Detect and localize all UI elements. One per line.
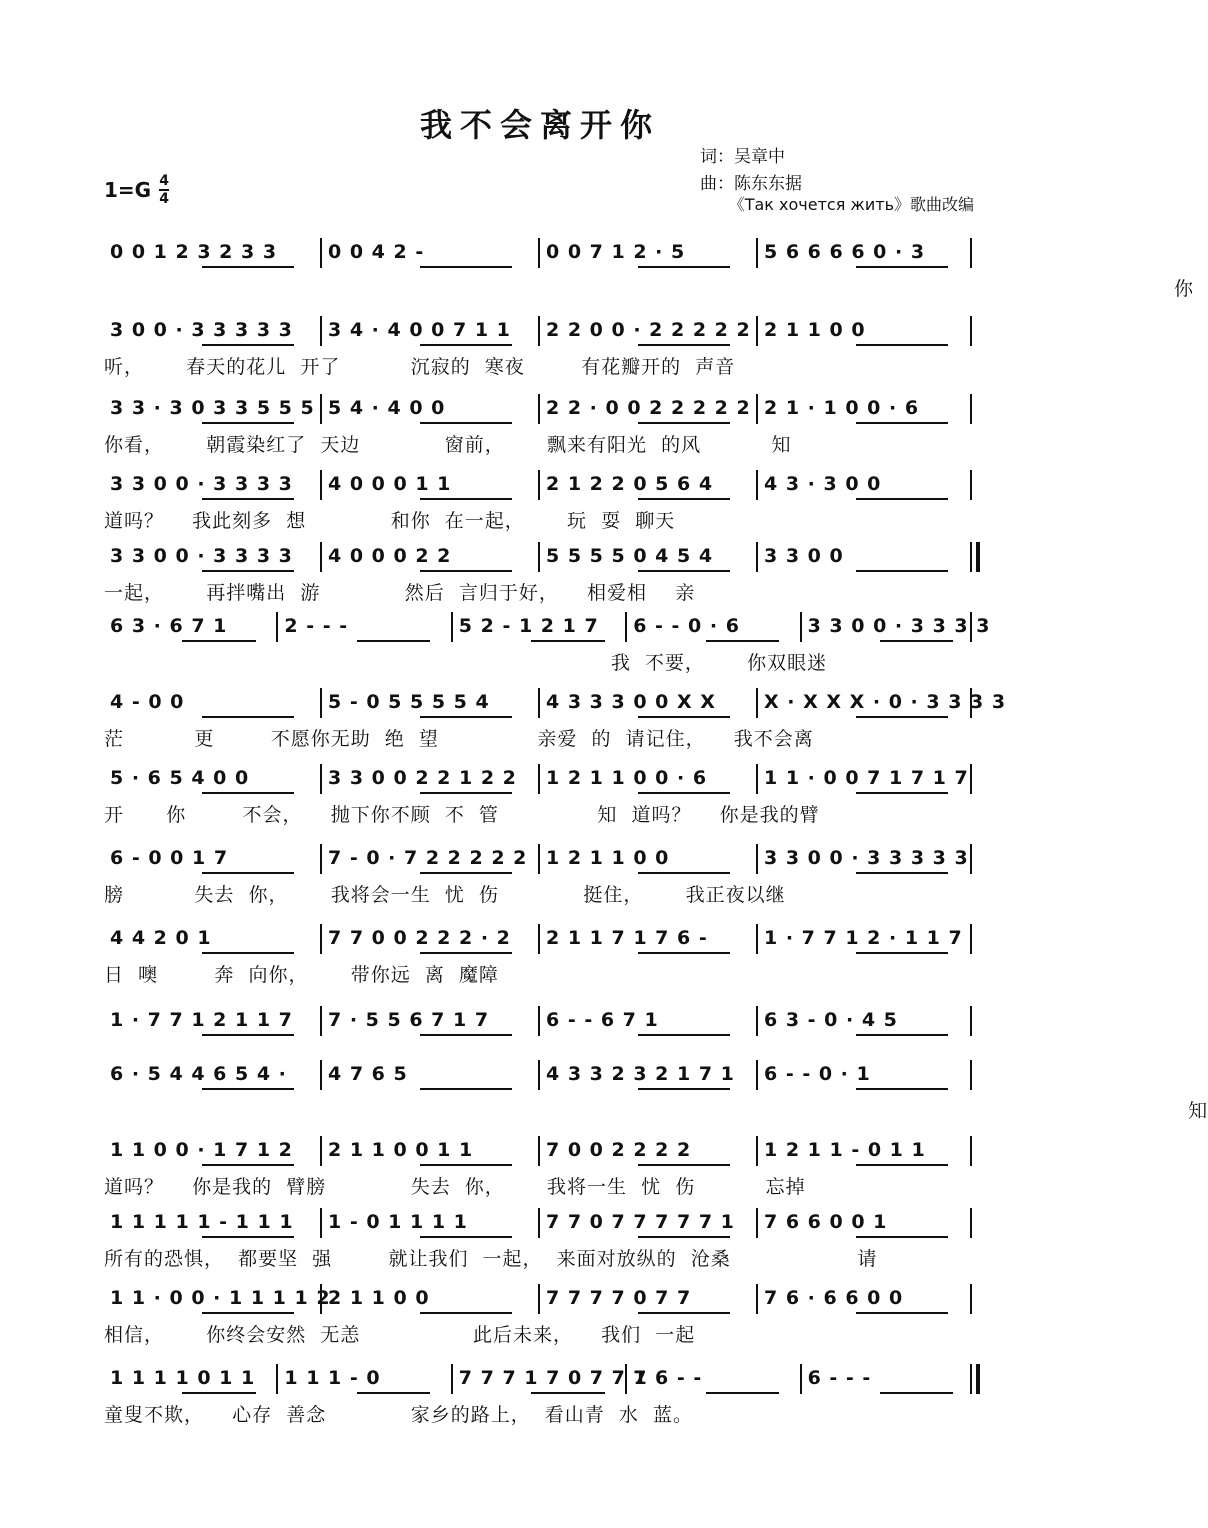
lyric-text: 一起， 再拌嘴出 游 然后 言归于好， 相爱相 亲 (104, 582, 696, 604)
measure: 1 2 1 1 - 0 1 1 (764, 1139, 926, 1161)
measure: 7 - 0 · 7 2 2 2 2 2 (328, 847, 528, 869)
beam (638, 792, 730, 794)
beam (420, 1164, 512, 1166)
score-system (104, 1134, 976, 1202)
beam (638, 570, 730, 572)
barline (970, 470, 972, 500)
beam (202, 1088, 294, 1090)
beam (856, 422, 948, 424)
composer-credit: 曲：陈东东据 (700, 174, 802, 194)
beam (856, 498, 948, 500)
measure: 7 6 6 0 0 1 (764, 1211, 888, 1233)
beam (638, 1236, 730, 1238)
barline (970, 394, 972, 424)
measure: 1 1 · 0 0 7 1 7 1 7 (764, 767, 969, 789)
beam (357, 1392, 430, 1394)
beam (856, 344, 948, 346)
measure: 7 7 7 1 7 0 7 7 1 (458, 1367, 648, 1389)
measure: 4 3 · 3 0 0 (764, 473, 882, 495)
beam (856, 872, 948, 874)
beam (420, 1236, 512, 1238)
measure: 3 3 0 0 2 2 1 2 2 (328, 767, 517, 789)
measure: 6 · 5 4 4 6 5 4 · (110, 1063, 287, 1085)
beam (638, 872, 730, 874)
score-system (104, 1362, 976, 1430)
beam (856, 1312, 948, 1314)
measure: 2 1 1 0 0 (764, 319, 866, 341)
measure: 1 2 1 1 0 0 (546, 847, 670, 869)
notation-line (104, 540, 976, 572)
measure: 1 2 1 1 0 0 · 6 (546, 767, 708, 789)
barline (970, 1136, 972, 1166)
barline (970, 1284, 972, 1314)
notation-line (104, 1058, 976, 1090)
barline (970, 542, 980, 572)
notation-line (104, 468, 976, 500)
beam (706, 1392, 779, 1394)
measure: 3 3 0 0 · 3 3 3 3 (110, 545, 293, 567)
notation-line (104, 1134, 976, 1166)
beam (638, 1312, 730, 1314)
notation-line (104, 1282, 976, 1314)
beam (856, 1088, 948, 1090)
barline (970, 764, 972, 794)
beam (202, 716, 294, 718)
measure: 1 · 7 7 1 2 1 1 7 (110, 1009, 293, 1031)
score-system (104, 236, 1195, 304)
measure: 2 2 0 0 · 2 2 2 2 2 (546, 319, 751, 341)
lyric-text: 日 噢 奔 向你， 带你远 离 魔障 (104, 964, 499, 986)
barline (970, 688, 972, 718)
beam (420, 1088, 512, 1090)
beam (202, 498, 294, 500)
score-system (104, 610, 991, 678)
adaptation-credit: 《Так хочется жить》歌曲改编 (728, 195, 974, 214)
time-signature (159, 174, 169, 206)
measure: 3 3 0 0 (764, 545, 844, 567)
measure: 1 1 1 1 0 1 1 (110, 1367, 256, 1389)
measure: 1 1 · 0 0 · 1 1 1 1 2 (110, 1287, 331, 1309)
beam (420, 266, 512, 268)
lyric-text: 童叟不欺， 心存 善念 家乡的路上， 看山青 水 蓝。 (104, 1404, 693, 1426)
beam (531, 1392, 604, 1394)
credits (700, 144, 802, 198)
beam (856, 570, 948, 572)
measure: 7 7 7 7 0 7 7 (546, 1287, 692, 1309)
measure: 6 - - 0 · 1 (764, 1063, 871, 1085)
score-system (104, 922, 976, 990)
measure: 3 3 · 3 0 3 3 5 5 5 (110, 397, 315, 419)
measure: 7 0 0 2 2 2 2 (546, 1139, 692, 1161)
score-system (104, 1058, 1208, 1126)
beam (638, 344, 730, 346)
measure: 4 7 6 5 (328, 1063, 408, 1085)
key-signature (104, 174, 169, 206)
beam (420, 344, 512, 346)
beam (202, 1164, 294, 1166)
measure: 2 1 1 7 1 7 6 - (546, 927, 708, 949)
measure: 4 3 3 2 3 2 1 7 1 (546, 1063, 735, 1085)
beam (638, 498, 730, 500)
score-system (104, 468, 976, 536)
lyric-text: 膀 失去 你， 我将会一生 忧 伤 挺住， 我正夜以继 (104, 884, 786, 906)
key-label: 1=G (104, 178, 152, 202)
lyric-text: 我 不要， 你双眼迷 (104, 652, 828, 674)
lyricist-credit: 词：吴章中 (700, 147, 785, 167)
measure: 1 1 0 0 · 1 7 1 2 (110, 1139, 293, 1161)
beam (856, 952, 948, 954)
measure: 7 · 5 5 6 7 1 7 (328, 1009, 490, 1031)
measure: 0 0 4 2 - (328, 241, 425, 263)
score-system (104, 392, 976, 460)
beam (202, 344, 294, 346)
time-signature-top: 4 (159, 173, 169, 189)
barline (970, 1208, 972, 1238)
measure: 4 0 0 0 2 2 (328, 545, 452, 567)
beam (420, 498, 512, 500)
beam (420, 570, 512, 572)
lyric-text: 开 你 不会， 抛下你不顾 不 管 知 道吗？ 你是我的臂 (104, 804, 820, 826)
barline (970, 238, 972, 268)
measure: 3 0 0 · 3 3 3 3 3 (110, 319, 293, 341)
beam (638, 952, 730, 954)
score-system (104, 540, 976, 608)
beam (202, 570, 294, 572)
lyric-text: 听， 春天的花儿 开了 沉寂的 寒夜 有花瓣开的 声音 (104, 356, 736, 378)
beam (856, 266, 948, 268)
measure: 6 - 0 0 1 7 (110, 847, 229, 869)
barline (970, 844, 972, 874)
beam (856, 716, 948, 718)
measure: 2 2 · 0 0 2 2 2 2 2 (546, 397, 751, 419)
beam (531, 640, 604, 642)
beam (202, 266, 294, 268)
measure: 5 5 5 5 0 4 5 4 (546, 545, 714, 567)
measure: 5 · 6 5 4 0 0 (110, 767, 250, 789)
measure: 6 - - - (807, 1367, 872, 1389)
beam (202, 872, 294, 874)
notation-line (104, 1004, 976, 1036)
measure: 4 0 0 0 1 1 (328, 473, 452, 495)
beam (202, 952, 294, 954)
beam (638, 716, 730, 718)
beam (182, 640, 255, 642)
score-system (104, 762, 976, 830)
measure: 2 1 1 0 0 1 1 (328, 1139, 474, 1161)
notation-line (104, 610, 991, 642)
barline (970, 1364, 980, 1394)
beam (420, 1034, 512, 1036)
measure: 6 - - 6 7 1 (546, 1009, 659, 1031)
beam (202, 792, 294, 794)
beam (202, 422, 294, 424)
lyric-text: 相信， 你终会安然 无恙 此后未来， 我们 一起 (104, 1324, 696, 1346)
beam (182, 1392, 255, 1394)
lyric-text: 道吗？ 你是我的 臂膀 失去 你， 我将一生 忧 伤 忘掉 (104, 1176, 806, 1198)
beam (638, 1164, 730, 1166)
measure: 7 6 - - (633, 1367, 703, 1389)
measure: 0 0 7 1 2 · 5 (546, 241, 686, 263)
measure: 6 - - 0 · 6 (633, 615, 740, 637)
measure: 6 3 · 6 7 1 (110, 615, 228, 637)
notation-line (104, 236, 976, 268)
measure: 5 - 0 5 5 5 5 4 (328, 691, 490, 713)
lyric-text: 你 (104, 278, 1195, 300)
measure: 7 7 0 0 2 2 2 · 2 (328, 927, 511, 949)
score-system (104, 1206, 976, 1274)
beam (856, 1164, 948, 1166)
measure: 3 4 · 4 0 0 7 1 1 (328, 319, 511, 341)
beam (420, 792, 512, 794)
measure: 6 3 - 0 · 4 5 (764, 1009, 898, 1031)
barline (970, 612, 972, 642)
beam (357, 640, 430, 642)
measure: 0 0 1 2 3 2 3 3 (110, 241, 278, 263)
measure: 7 7 0 7 7 7 7 7 1 (546, 1211, 735, 1233)
measure: 5 4 · 4 0 0 (328, 397, 446, 419)
beam (638, 422, 730, 424)
measure: 2 1 · 1 0 0 · 6 (764, 397, 920, 419)
beam (856, 792, 948, 794)
measure: 4 3 3 3 0 0 X X (546, 691, 716, 713)
beam (880, 640, 953, 642)
measure: 1 · 7 7 1 2 · 1 1 7 (764, 927, 963, 949)
score-system (104, 842, 976, 910)
measure: 1 - 0 1 1 1 1 (328, 1211, 468, 1233)
notation-line (104, 1362, 976, 1394)
beam (202, 1236, 294, 1238)
measure: 7 6 · 6 6 0 0 (764, 1287, 904, 1309)
time-signature-bottom: 4 (159, 191, 169, 207)
beam (880, 1392, 953, 1394)
lyric-text: 道吗？ 我此刻多 想 和你 在一起， 玩 耍 聊天 (104, 510, 676, 532)
notation-line (104, 314, 976, 346)
beam (638, 266, 730, 268)
beam (420, 716, 512, 718)
barline (970, 1060, 972, 1090)
lyric-text: 你看， 朝霞染红了 天边 窗前， 飘来有阳光 的风 知 (104, 434, 792, 456)
measure: 4 - 0 0 (110, 691, 185, 713)
measure: 1 1 1 1 1 - 1 1 1 (110, 1211, 294, 1233)
notation-line (104, 686, 1007, 718)
beam (638, 1034, 730, 1036)
notation-line (104, 392, 976, 424)
song-title: 我不会离开你 (419, 106, 660, 144)
notation-line (104, 922, 976, 954)
barline (970, 1006, 972, 1036)
lyric-text: 茫 更 不愿你无助 绝 望 亲爱 的 请记住， 我不会离 (104, 728, 814, 750)
barline (970, 924, 972, 954)
score-system (104, 686, 1007, 754)
measure: 3 3 0 0 · 3 3 3 3 3 (764, 847, 969, 869)
measure: 5 6 6 6 6 0 · 3 (764, 241, 926, 263)
notation-line (104, 762, 976, 794)
lyric-text: 知 (104, 1100, 1208, 1122)
beam (856, 1034, 948, 1036)
measure: 5 2 - 1 2 1 7 (458, 615, 599, 637)
notation-line (104, 1206, 976, 1238)
measure: 1 1 1 - 0 (284, 1367, 381, 1389)
score-system (104, 314, 976, 382)
score-system (104, 1282, 976, 1350)
measure: 2 1 1 0 0 (328, 1287, 430, 1309)
beam (706, 640, 779, 642)
beam (420, 952, 512, 954)
beam (638, 1088, 730, 1090)
beam (856, 1236, 948, 1238)
beam (420, 1312, 512, 1314)
measure: 3 3 0 0 · 3 3 3 3 (807, 615, 991, 637)
beam (202, 1034, 294, 1036)
beam (420, 422, 512, 424)
notation-line (104, 842, 976, 874)
barline (970, 316, 972, 346)
measure: 2 - - - (284, 615, 349, 637)
measure: X · X X X · 0 · 3 3 3 3 (764, 691, 1007, 713)
lyric-text: 所有的恐惧， 都要坚 强 就让我们 一起， 来面对放纵的 沧桑 请 (104, 1248, 878, 1270)
measure: 2 1 2 2 0 5 6 4 (546, 473, 714, 495)
beam (420, 872, 512, 874)
beam (202, 1312, 294, 1314)
measure: 4 4 2 0 1 (110, 927, 212, 949)
measure: 3 3 0 0 · 3 3 3 3 (110, 473, 293, 495)
